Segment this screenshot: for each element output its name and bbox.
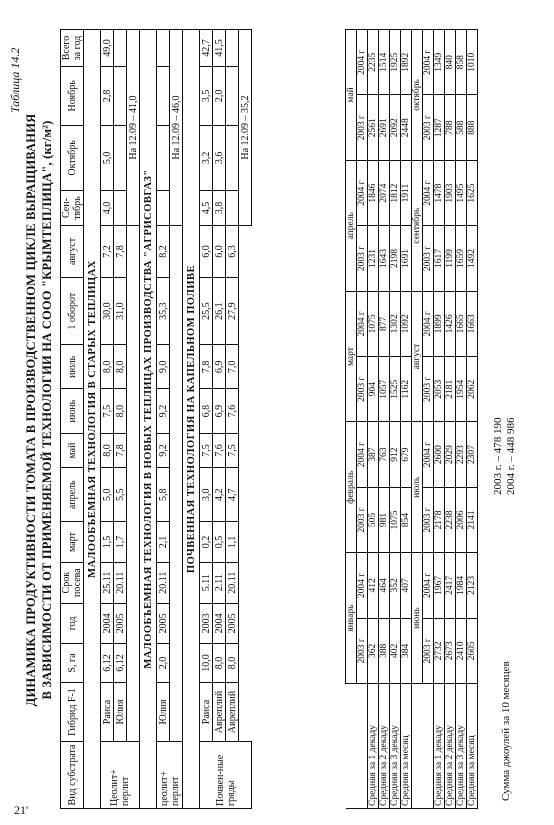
year-label: 2003 г — [357, 226, 368, 291]
header-cell: 1 оборот — [61, 277, 84, 345]
year-label: 2003 г — [357, 618, 368, 683]
cell: 2092 — [390, 95, 401, 160]
cell: 30,0 — [101, 277, 114, 345]
table-row — [401, 30, 412, 809]
month-label: февраль — [346, 422, 357, 553]
table-row — [445, 30, 456, 809]
cell: 402 — [390, 618, 401, 683]
cell: 9,2 — [157, 389, 170, 434]
year-label: 2004 г — [357, 160, 368, 225]
cell — [226, 67, 239, 126]
cell: 388 — [379, 618, 390, 683]
month-label: сентябрь — [412, 160, 423, 291]
cell: 1,5 — [101, 522, 114, 562]
cell: 912 — [390, 422, 401, 487]
cell: 2181 — [445, 357, 456, 422]
cell: 1199 — [445, 226, 456, 291]
cell: Раиса — [200, 683, 213, 742]
cell: 8,0 — [101, 434, 114, 468]
cell — [114, 30, 127, 67]
cell: 412 — [368, 553, 379, 618]
cell — [226, 191, 239, 226]
month-row — [346, 30, 357, 809]
cell: 2410 — [456, 618, 467, 683]
substrate-cell: цеолит+ перлит — [157, 742, 183, 809]
cell: 2004 — [101, 603, 114, 643]
cell: 464 — [379, 553, 390, 618]
note: На 12.09 – 46,0 — [170, 30, 183, 226]
cell: 6,3 — [226, 226, 239, 278]
cell — [157, 191, 170, 226]
year-label: 2003 г — [423, 226, 434, 291]
cell: 25.11 — [101, 562, 114, 603]
cell: 1925 — [390, 30, 401, 95]
cell: Раиса — [101, 683, 114, 742]
cell: 3,6 — [213, 125, 226, 190]
month-label: март — [346, 291, 357, 422]
year-label: 2004 г — [357, 291, 368, 356]
year-label: 2004 г — [357, 30, 368, 95]
cell: 6,9 — [213, 345, 226, 389]
month-label: январь — [346, 553, 357, 684]
cell: 2005 — [114, 603, 127, 643]
cell — [157, 67, 170, 126]
cell: 5.11 — [200, 562, 213, 603]
cell: 858 — [456, 30, 467, 95]
cell: 2235 — [368, 30, 379, 95]
section-heading: МАЛООБЪЕМНАЯ ТЕХНОЛОГИЯ В СТАРЫХ ТЕПЛИЦАХ — [84, 30, 101, 809]
cell: 2238 — [445, 487, 456, 552]
cell: 1426 — [445, 291, 456, 356]
cell: 352 — [390, 553, 401, 618]
row-label: Средняя за 2 декаду — [445, 684, 456, 809]
table-title-line2: В ЗАВИСИМОСТИ ОТ ПРИМЕНЯЕМОЙ ТЕХНОЛОГИИ НА СООО "КРЫМТЕПЛИЦА", (кг/м²) — [40, 120, 54, 700]
table-row — [456, 30, 467, 809]
cell: 1665 — [456, 291, 467, 356]
year-label: 2003 г — [423, 618, 434, 683]
cell: 7,6 — [226, 389, 239, 434]
section-heading: ПОЧВЕННАЯ ТЕХНОЛОГИЯ НА КАПЕЛЬНОМ ПОЛИВЕ — [183, 30, 200, 809]
cell: 2004 — [213, 603, 226, 643]
cell: 1057 — [379, 357, 390, 422]
cell: 1846 — [368, 160, 379, 225]
cell: 35,3 — [157, 277, 170, 345]
cell: 8,0 — [213, 644, 226, 683]
cell — [157, 125, 170, 190]
cell: 1302 — [390, 291, 401, 356]
cell: 505 — [368, 487, 379, 552]
cell: 1514 — [379, 30, 390, 95]
header-cell: май — [61, 434, 84, 468]
cell: 1617 — [434, 226, 445, 291]
table-row — [114, 30, 127, 809]
cell: 1495 — [456, 160, 467, 225]
cell: 4,0 — [101, 191, 114, 226]
cell: 1663 — [467, 291, 478, 356]
month-label: июнь — [412, 553, 423, 684]
cell: 788 — [445, 95, 456, 160]
cell: 1162 — [401, 357, 412, 422]
cell: 2005 — [226, 603, 239, 643]
cell: 5,8 — [157, 468, 170, 522]
sum-label: Сумма джоулей за 10 месяцев — [500, 661, 512, 801]
cell: 2,1 — [157, 522, 170, 562]
cell: 8,0 — [101, 345, 114, 389]
table-row — [434, 30, 445, 809]
cell: 2141 — [467, 487, 478, 552]
cell: 1625 — [467, 160, 478, 225]
cell: 2307 — [467, 422, 478, 487]
table-row — [200, 30, 213, 809]
cell: 1075 — [390, 487, 401, 552]
cell: 9,0 — [157, 345, 170, 389]
cell: 7,8 — [114, 434, 127, 468]
year-label: 2003 г — [357, 95, 368, 160]
cell: 1010 — [467, 30, 478, 95]
cell: 6,0 — [200, 226, 213, 278]
sum-values — [492, 417, 518, 495]
table-title-line1: ДИНАМИКА ПРОДУКТИВНОСТИ ТОМАТА В ПРОИЗВОДСТВЕННОМ ЦИКЛЕ ВЫРАЩИВАНИЯ — [24, 113, 38, 707]
substrate-cell: Цеолит+ перлит — [101, 742, 140, 809]
header-cell: S, га — [61, 644, 84, 683]
cell: 10,0 — [200, 644, 213, 683]
cell: 384 — [401, 618, 412, 683]
table-row — [390, 30, 401, 809]
cell: 1478 — [434, 160, 445, 225]
cell: 5,5 — [114, 468, 127, 522]
cell: 2062 — [467, 357, 478, 422]
cell: 49,0 — [101, 30, 114, 67]
year-label: 2003 г — [423, 357, 434, 422]
cell: 41,5 — [213, 30, 226, 67]
cell: 387 — [368, 422, 379, 487]
month-label: май — [346, 30, 357, 161]
cell: 1967 — [434, 553, 445, 618]
header-cell: март — [61, 522, 84, 562]
cell: 3,2 — [200, 125, 213, 190]
cell: 7,8 — [200, 345, 213, 389]
cell: 2006 — [456, 487, 467, 552]
header-cell: Срок посева — [61, 562, 84, 603]
header-cell: Сен-тябрь — [61, 191, 84, 226]
month-label: август — [412, 291, 423, 422]
year-label: 2003 г — [423, 487, 434, 552]
cell: 5,0 — [101, 468, 114, 522]
row-label: Средняя за 1 декаду — [368, 684, 379, 809]
cell — [114, 125, 127, 190]
cell: 1659 — [456, 226, 467, 291]
cell: 3,5 — [200, 67, 213, 126]
table-label: Таблица 14.2 — [8, 47, 22, 113]
cell: 1911 — [401, 160, 412, 225]
sum-2004: 2004 г. – 448 986 — [505, 417, 517, 495]
table-row — [379, 30, 390, 809]
year-label: 2003 г — [357, 357, 368, 422]
row-label: Средняя за 2 декаду — [379, 684, 390, 809]
cell: 7,5 — [200, 434, 213, 468]
cell: 1899 — [434, 291, 445, 356]
table-row — [467, 30, 478, 809]
cell — [226, 125, 239, 190]
cell — [114, 67, 127, 126]
cell: 8,0 — [114, 345, 127, 389]
cell: 904 — [368, 357, 379, 422]
cell: 1903 — [445, 160, 456, 225]
cell: 2178 — [434, 487, 445, 552]
cell: 407 — [401, 553, 412, 618]
sum-2003: 2003 г. – 478 190 — [492, 417, 504, 495]
cell: 2448 — [401, 95, 412, 160]
cell: 6,9 — [213, 389, 226, 434]
cell: 25,5 — [200, 277, 213, 345]
section-heading: МАЛООБЪЕМНАЯ ТЕХНОЛОГИЯ В НОВЫХ ТЕПЛИЦАХ ПРОИЗВОДСТВА "АГРИСОВГАЗ" — [140, 30, 157, 809]
solar-radiation-table — [345, 29, 478, 809]
cell: 7,8 — [114, 226, 127, 278]
cell: 6,12 — [114, 644, 127, 683]
cell: 2,0 — [157, 644, 170, 683]
cell: 362 — [368, 618, 379, 683]
cell: 31,0 — [114, 277, 127, 345]
cell: 3,8 — [213, 191, 226, 226]
cell: 9,2 — [157, 434, 170, 468]
header-row — [61, 30, 84, 809]
cell: 4,2 — [213, 468, 226, 522]
cell: 981 — [379, 487, 390, 552]
cell: 1287 — [434, 95, 445, 160]
cell: 1892 — [401, 30, 412, 95]
year-label: 2004 г — [423, 30, 434, 95]
header-cell: Гибрид F-1 — [61, 683, 84, 742]
cell: 7,5 — [226, 434, 239, 468]
month-label: июль — [412, 422, 423, 553]
cell: 2053 — [434, 357, 445, 422]
header-cell: Октябрь — [61, 125, 84, 190]
cell: Авреплий — [226, 683, 239, 742]
header-cell: год — [61, 603, 84, 643]
cell: 1,1 — [226, 522, 239, 562]
cell: 2.11 — [213, 562, 226, 603]
year-label: 2003 г — [423, 95, 434, 160]
cell: 7,6 — [213, 434, 226, 468]
cell: 2293 — [456, 422, 467, 487]
cell: 7,2 — [101, 226, 114, 278]
row-label: Средняя за месяц — [401, 684, 412, 809]
cell: 840 — [445, 30, 456, 95]
cell: 42,7 — [200, 30, 213, 67]
cell: 0,5 — [213, 522, 226, 562]
cell: 20.11 — [114, 562, 127, 603]
cell: 26,1 — [213, 277, 226, 345]
note: На 12.09 – 35,2 — [239, 30, 252, 226]
cell: 1231 — [368, 226, 379, 291]
cell: 7,5 — [101, 389, 114, 434]
cell: 20.11 — [157, 562, 170, 603]
cell: 2123 — [467, 553, 478, 618]
cell: 2074 — [379, 160, 390, 225]
cell: 8,2 — [157, 226, 170, 278]
cell: 20.11 — [226, 562, 239, 603]
cell: 1075 — [368, 291, 379, 356]
cell: 8,0 — [226, 644, 239, 683]
cell: 2605 — [467, 618, 478, 683]
cell: 2732 — [434, 618, 445, 683]
year-label: 2004 г — [357, 422, 368, 487]
cell: Юлия — [114, 683, 127, 742]
cell: Юлия — [157, 683, 170, 742]
cell: 3,0 — [200, 468, 213, 522]
cell: 2600 — [434, 422, 445, 487]
cell: 1984 — [456, 553, 467, 618]
cell: 4,5 — [200, 191, 213, 226]
cell: 763 — [379, 422, 390, 487]
cell: 2029 — [445, 422, 456, 487]
cell: 854 — [401, 487, 412, 552]
row-label: Средняя за 1 декаду — [434, 684, 445, 809]
table-row — [226, 30, 239, 809]
cell: 2673 — [445, 618, 456, 683]
cell: 2691 — [379, 95, 390, 160]
month-label: октябрь — [412, 30, 423, 161]
substrate-cell: Почвен-ные гряды — [200, 742, 252, 809]
year-label: 2004 г — [423, 422, 434, 487]
cell: 1,7 — [114, 522, 127, 562]
cell: 2561 — [368, 95, 379, 160]
note: На 12.09 – 41,0 — [127, 30, 140, 226]
page-number: 21' — [14, 803, 29, 817]
cell: 1349 — [434, 30, 445, 95]
header-cell: июль — [61, 345, 84, 389]
header-cell: июнь — [61, 389, 84, 434]
row-label: Средняя за 3 декаду — [390, 684, 401, 809]
table-row — [213, 30, 226, 809]
year-label: 2003 г — [357, 487, 368, 552]
row-label: Средняя за 3 декаду — [456, 684, 467, 809]
year-label: 2004 г — [423, 553, 434, 618]
row-label: Средняя за месяц — [467, 684, 478, 809]
cell: 2005 — [157, 603, 170, 643]
header-cell: Вид субстрата — [61, 742, 84, 809]
year-label: 2004 г — [423, 291, 434, 356]
header-cell: Всего за год — [61, 30, 84, 67]
cell: 1492 — [467, 226, 478, 291]
cell: 1691 — [401, 226, 412, 291]
cell: 2198 — [390, 226, 401, 291]
cell — [226, 30, 239, 67]
cell: 888 — [467, 95, 478, 160]
cell: 2,8 — [101, 67, 114, 126]
cell: 679 — [401, 422, 412, 487]
cell: 1092 — [401, 291, 412, 356]
cell: 1954 — [456, 357, 467, 422]
cell: 6,12 — [101, 644, 114, 683]
year-label: 2004 г — [357, 553, 368, 618]
cell: 8,0 — [114, 389, 127, 434]
header-cell: апрель — [61, 468, 84, 522]
cell — [114, 191, 127, 226]
month-row — [412, 30, 423, 809]
header-cell: август — [61, 226, 84, 278]
cell: 1812 — [390, 160, 401, 225]
year-label: 2004 г — [423, 160, 434, 225]
cell: 7,0 — [226, 345, 239, 389]
cell: 1643 — [379, 226, 390, 291]
cell: 877 — [379, 291, 390, 356]
month-label: апрель — [346, 160, 357, 291]
cell — [157, 30, 170, 67]
cell: 2,0 — [213, 67, 226, 126]
productivity-table — [60, 29, 252, 809]
table-row — [157, 30, 170, 809]
cell: 6,8 — [200, 389, 213, 434]
cell: 1525 — [390, 357, 401, 422]
table-row — [101, 30, 114, 809]
cell: 27,9 — [226, 277, 239, 345]
cell: 2003 — [200, 603, 213, 643]
header-cell: Ноябрь — [61, 67, 84, 126]
cell: 4,7 — [226, 468, 239, 522]
cell: Авреплий — [213, 683, 226, 742]
cell: 2417 — [445, 553, 456, 618]
table-row — [368, 30, 379, 809]
cell: 5,0 — [101, 125, 114, 190]
cell: 588 — [456, 95, 467, 160]
cell: 0,2 — [200, 522, 213, 562]
cell: 6,0 — [213, 226, 226, 278]
